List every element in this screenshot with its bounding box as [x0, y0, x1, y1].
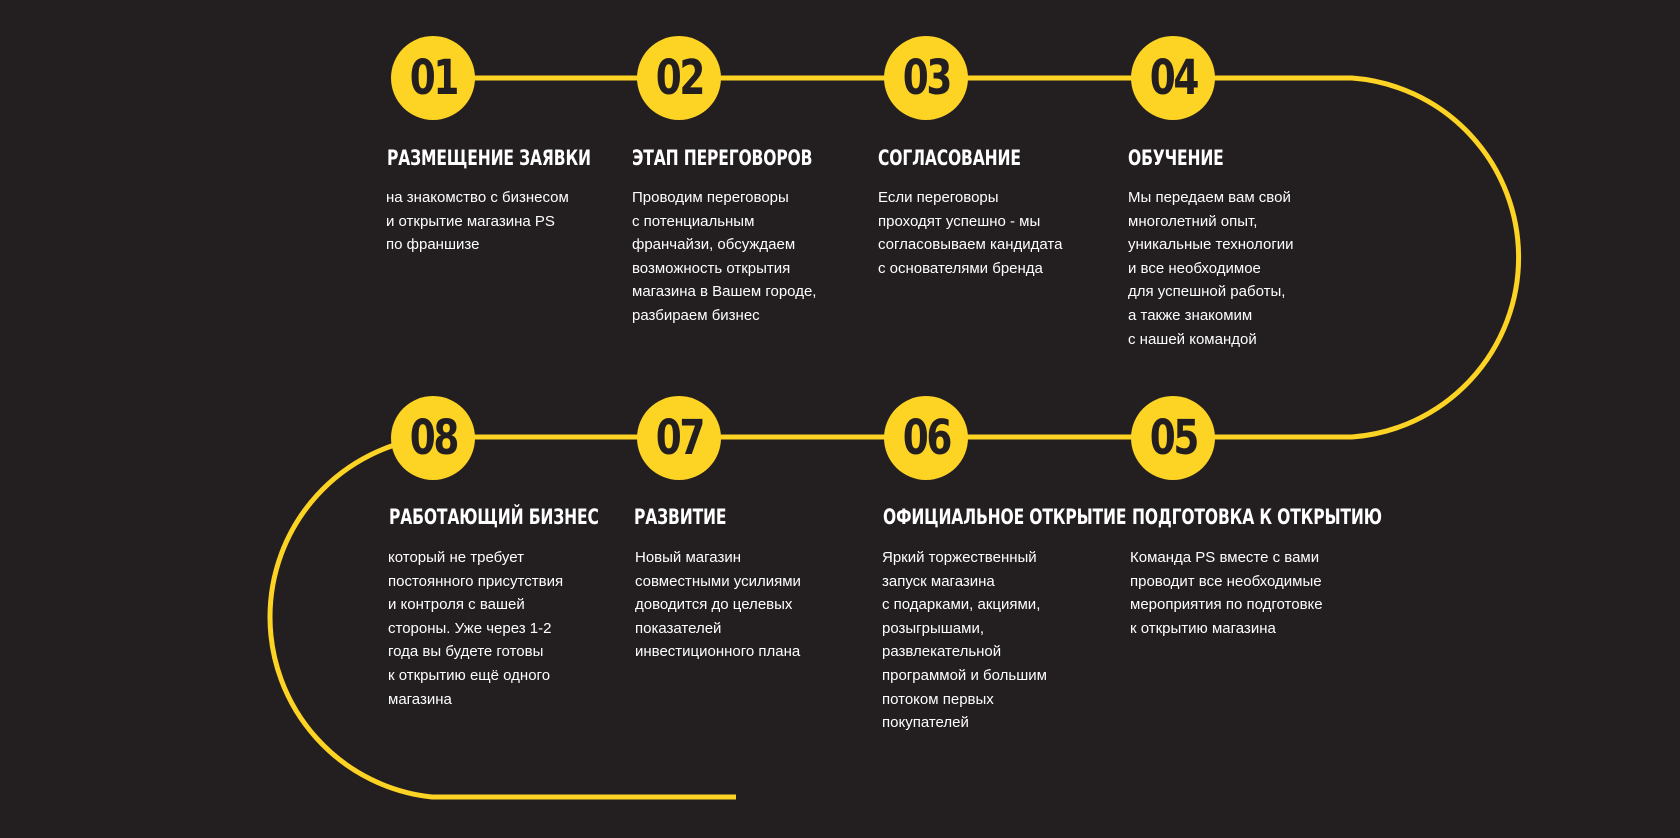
step-description: Проводим переговоры с потенциальным франчайзи, обсуждаем возможность открытия магазина в Вашем городе, разбираем бизнес [632, 189, 817, 324]
step-title: РАЗМЕЩЕНИЕ ЗАЯВКИ [387, 146, 591, 170]
step-description: на знакомство с бизнесом и открытие магазина PS по франшизе [386, 189, 569, 254]
step-description: Если переговоры проходят успешно - мы согласовываем кандидата с основателями бренда [878, 189, 1063, 277]
step-number: 06 [902, 410, 950, 466]
step-title: ЭТАП ПЕРЕГОВОРОВ [632, 146, 813, 170]
step-number-badge [1131, 396, 1215, 480]
step-number: 03 [902, 50, 950, 106]
step-number-badge [391, 396, 475, 480]
step-description: Мы передаем вам свой многолетний опыт, уникальные технологии и все необходимое для успешной работы, а также знакомим с нашей командой [1128, 189, 1294, 348]
step-title: ПОДГОТОВКА К ОТКРЫТИЮ [1132, 505, 1382, 529]
step-title: ОФИЦИАЛЬНОЕ ОТКРЫТИЕ [883, 505, 1127, 529]
step-number: 05 [1149, 410, 1197, 466]
step-number: 04 [1149, 50, 1197, 106]
step-title: ОБУЧЕНИЕ [1128, 146, 1224, 170]
step-title: РАЗВИТИЕ [634, 505, 727, 529]
step-description: который не требует постоянного присутствия и контроля с вашей стороны. Уже через 1-2 года вы будете готовы к открытию ещё одного магазина [388, 549, 564, 708]
step-number-badge [1131, 36, 1215, 120]
step-number: 02 [655, 50, 703, 106]
step-number-badge [884, 396, 968, 480]
step-number-badge [637, 36, 721, 120]
step-number-badge [884, 36, 968, 120]
step-number: 08 [409, 410, 457, 466]
step-number-badge [391, 36, 475, 120]
step-title: РАБОТАЮЩИЙ БИЗНЕС [389, 505, 599, 529]
step-number: 07 [655, 410, 703, 466]
step-number: 01 [409, 50, 457, 106]
step-description: Команда PS вместе с вами проводит все необходимые мероприятия по подготовке к открытию магазина [1130, 549, 1323, 637]
step-title: СОГЛАСОВАНИЕ [878, 146, 1021, 170]
step-description: Яркий торжественный запуск магазина с подарками, акциями, розыгрышами, развлекательной программой и большим потоком первых покупателей [882, 549, 1047, 732]
step-number-badge [637, 396, 721, 480]
step-description: Новый магазин совместными усилиями доводится до целевых показателей инвестиционного плана [635, 549, 801, 661]
